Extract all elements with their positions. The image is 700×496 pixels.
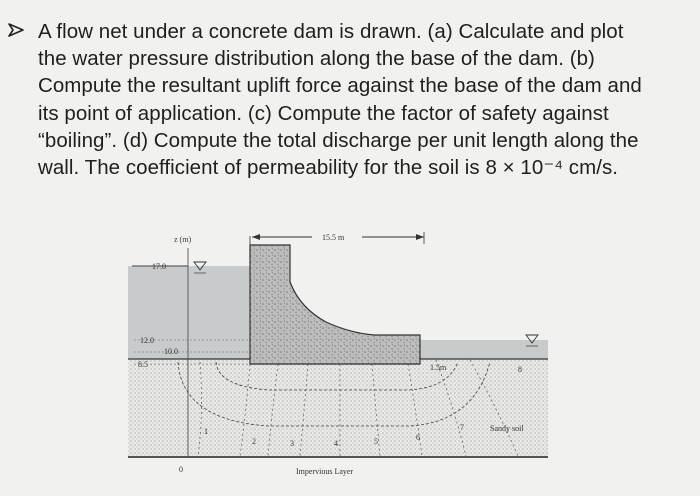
drop-label: 1 bbox=[204, 427, 208, 436]
problem-line: wall. The coefficient of permeability for the soil is 8 × 10⁻⁴ cm/s. bbox=[38, 156, 619, 180]
flow-net-diagram bbox=[118, 212, 558, 490]
arrowhead-bullet-icon bbox=[6, 19, 28, 41]
concrete-dam bbox=[250, 245, 420, 364]
problem-line: A flow net under a concrete dam is drawn. (a) Calculate and plot bbox=[38, 20, 624, 43]
dam-width-label: 15.5 m bbox=[322, 233, 345, 242]
level-10-label: 10.0 bbox=[164, 347, 178, 356]
drop-label: 2 bbox=[252, 437, 256, 446]
drop-label: 4 bbox=[334, 439, 338, 448]
level-12-label: 12.0 bbox=[140, 336, 154, 345]
z-axis-label: z (m) bbox=[174, 235, 192, 244]
downstream-water bbox=[420, 340, 548, 359]
drop-label: 8 bbox=[518, 365, 522, 374]
problem-line: Compute the resultant uplift force against the base of the dam and bbox=[38, 74, 642, 98]
problem-line: the water pressure distribution along the base of the dam. (b) bbox=[38, 47, 595, 71]
flow-net-figure bbox=[118, 212, 558, 490]
problem-line: its point of application. (c) Compute the factor of safety against bbox=[38, 101, 609, 125]
level-17-label: 17.0 bbox=[152, 262, 166, 271]
upstream-water bbox=[128, 266, 250, 359]
soil-layer bbox=[128, 359, 548, 457]
impervious-layer-label: Impervious Layer bbox=[296, 467, 354, 476]
problem-line: “boiling”. (d) Compute the total discharge per unit length along the bbox=[38, 128, 639, 152]
drop-label: 6 bbox=[416, 433, 420, 442]
problem-text bbox=[38, 18, 686, 181]
drop-label: 3 bbox=[290, 439, 294, 448]
level-8-5-label: 8.5 bbox=[138, 360, 148, 369]
soil-label: Sandy soil bbox=[490, 424, 524, 433]
origin-label: 0 bbox=[179, 465, 183, 474]
drop-label: 5 bbox=[374, 437, 378, 446]
drop-label: 7 bbox=[460, 423, 464, 432]
tailwater-depth-label: 1.5m bbox=[430, 363, 447, 372]
